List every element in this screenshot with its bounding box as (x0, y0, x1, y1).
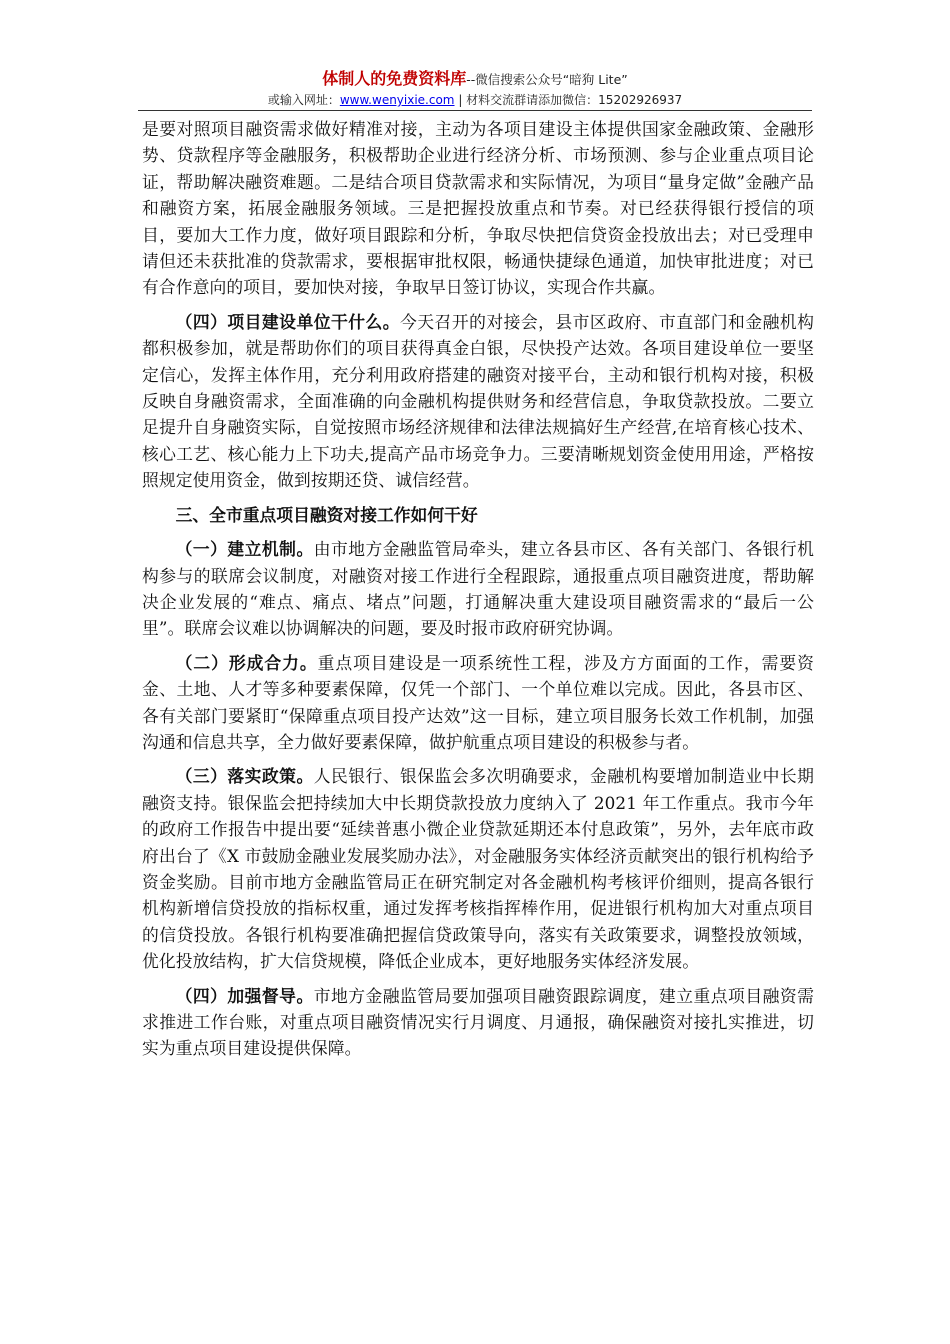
website-link[interactable]: www.wenyixie.com (339, 93, 455, 107)
brand-title[interactable]: 体制人的免费资料库 (322, 69, 467, 88)
paragraph-policy (142, 763, 814, 974)
paragraph-text: 人民银行、银保监会多次明确要求，金融机构要增加制造业中长期融资支持。银保监会把持续加大中长期贷款投放力度纳入了 2021 年工作重点。我市今年的政府工作报告中提出要“延续普惠小微企业贷款延期还本付息政策”，另外，去年底市政府出台了《X 市鼓励金融业发展奖励办法》，对金融服务实体经济贡献突出的银行机构给予资金奖励。目前市地方金融监管局正在研究制定对各金融机构考核评价细则，提高各银行机构新增信贷投放的指标权重，通过发挥考核指挥棒作用，促进银行机构加大对重点项目的信贷投放。各银行机构要准确把握信贷政策导向，落实有关政策要求，调整投放领域，优化投放结构，扩大信贷规模，降低企业成本，更好地服务实体经济发展。 (142, 766, 814, 972)
url-prefix: 或输入网址： (267, 93, 340, 107)
header-divider (138, 110, 812, 111)
header-banner (0, 70, 950, 89)
paragraph-title: （三）落实政策。 (175, 766, 314, 787)
document-body (142, 116, 814, 1070)
paragraph-synergy (142, 650, 814, 756)
contact-info: | 材料交流群请添加微信：15202926937 (454, 93, 683, 107)
section-heading: 三、全市重点项目融资对接工作如何干好 (175, 504, 478, 525)
header-contact-line (0, 92, 950, 108)
paragraph-text: 市地方金融监管局要加强项目融资跟踪调度，建立重点项目融资需求推进工作台账，对重点项目融资情况实行月调度、月通报，确保融资对接扎实推进，切实为重点项目建设提供保障。 (142, 985, 814, 1059)
paragraph-title: （一）建立机制。 (175, 539, 314, 560)
paragraph-title: （四）项目建设单位干什么。 (175, 311, 401, 332)
paragraph-title: （二）形成合力。 (175, 652, 318, 673)
header-tagline: --微信搜索公众号“暗狗 Lite” (466, 72, 628, 87)
paragraph-supervision (142, 983, 814, 1062)
paragraph-continued: 是要对照项目融资需求做好精准对接，主动为各项目建设主体提供国家金融政策、金融形势、贷款程序等金融服务，积极帮助企业进行经济分析、市场预测、参与企业重点项目论证，帮助解决融资难题。二是结合项目贷款需求和实际情况，为项目“量身定做”金融产品和融资方案，拓展金融服务领域。三是把握投放重点和节奏。对已经获得银行授信的项目，要加大工作力度，做好项目跟踪和分析，争取尽快把信贷资金投放出去；对已受理申请但还未获批准的贷款需求，要根据审批权限，畅通快捷绿色通道，加快审批进度；对已有合作意向的项目，要加快对接，争取早日签订协议，实现合作共赢。 (142, 119, 814, 298)
paragraph-text: 由市地方金融监管局牵头，建立各县市区、各有关部门、各银行机构参与的联席会议制度，对融资对接工作进行全程跟踪，通报重点项目融资进度，帮助解决企业发展的“难点、痛点、堵点”问题，打通解决重大建设项目融资需求的“最后一公里”。联席会议难以协调解决的问题，要及时报市政府研究协调。 (142, 539, 814, 639)
paragraph-text: 重点项目建设是一项系统性工程，涉及方方面面的工作，需要资金、土地、人才等多种要素保障，仅凭一个部门、一个单位难以完成。因此，各县市区、各有关部门要紧盯“保障重点项目投产达效”这一目标，建立项目服务长效工作机制，加强沟通和信息共享，全力做好要素保障，做护航重点项目建设的积极参与者。 (142, 652, 814, 752)
paragraph-construction-units (142, 309, 814, 494)
paragraph-title: （四）加强督导。 (175, 985, 314, 1006)
paragraph-text: 今天召开的对接会，县市区政府、市直部门和金融机构都积极参加，就是帮助你们的项目获得真金白银，尽快投产达效。各项目建设单位一要坚定信心，发挥主体作用，充分利用政府搭建的融资对接平台，主动和银行机构对接，积极反映自身融资需求，全面准确的向金融机构提供财务和经营信息，争取贷款投放。二要立足提升自身融资实际，自觉按照市场经济规律和法律法规搞好生产经营,在培育核心技术、核心工艺、核心能力上下功夫,提高产品市场竞争力。三要清晰规划资金使用用途，严格按照规定使用资金，做到按期还贷、诚信经营。 (142, 311, 814, 491)
paragraph-mechanism (142, 536, 814, 642)
